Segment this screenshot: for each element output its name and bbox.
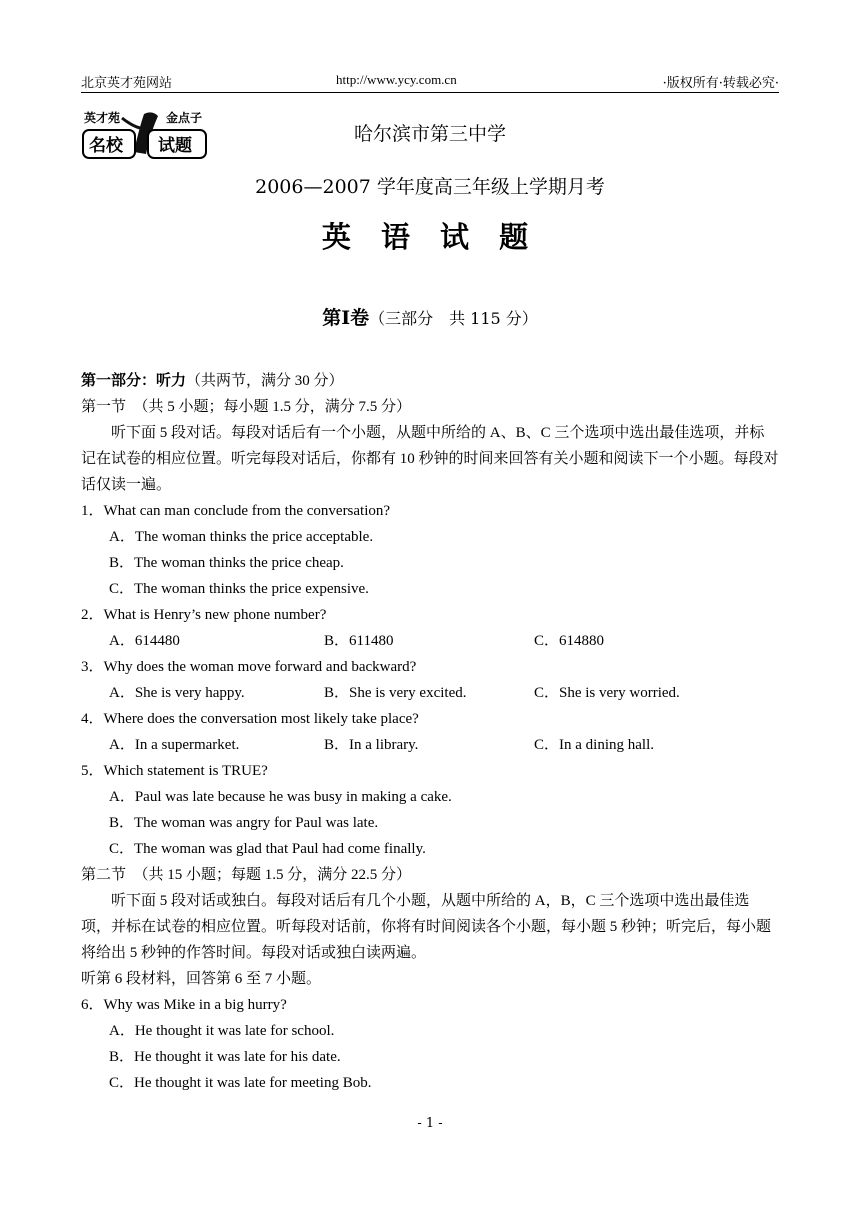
header-url[interactable]: http://www.ycy.com.cn bbox=[336, 72, 457, 87]
question-option: B．The woman thinks the price cheap. bbox=[109, 555, 344, 571]
exam-title: 英 语 试 题 bbox=[321, 220, 539, 254]
volume-heading bbox=[0, 303, 860, 330]
part1-heading bbox=[81, 368, 779, 394]
part1-note: （共两节，满分 30 分） bbox=[186, 373, 344, 389]
question-options-row bbox=[81, 680, 779, 706]
section2-material: 听第 6 段材料，回答第 6 至 7 小题。 bbox=[81, 971, 322, 987]
part1-title: 第一部分：听力 bbox=[81, 373, 187, 389]
volume-name: 第Ⅰ卷 bbox=[322, 307, 370, 329]
question-option: C．The woman was glad that Paul had come finally. bbox=[109, 841, 426, 857]
question-stem: 6．Why was Mike in a big hurry? bbox=[81, 997, 287, 1013]
header-site-name: 北京英才苑网站 bbox=[81, 76, 173, 91]
question-option: A．She is very happy. bbox=[109, 685, 245, 701]
question-option: A．He thought it was late for school. bbox=[109, 1023, 335, 1039]
question-stem: 1．What can man conclude from the conversation? bbox=[81, 503, 391, 519]
question-option: B．He thought it was late for his date. bbox=[109, 1049, 341, 1065]
section2-title: 第二节 （共 15 小题；每题 1.5 分，满分 22.5 分） bbox=[81, 867, 412, 883]
logo-text-bottom-right: 试题 bbox=[158, 136, 192, 156]
section2-directions: 听下面 5 段对话或独白。每段对话后有几个小题，从题中所给的 A，B，C 三个选项中选出最佳选项，并标在试卷的相应位置。听每段对话前，你将有时间阅读各个小题，每小题 5 秒钟；听完后，每小题将给出 5 秒钟的作答时间。每段对话或独白读两遍。 bbox=[81, 893, 772, 961]
logo-text-top-right: 金点子 bbox=[166, 111, 203, 125]
question-option: B．611480 bbox=[324, 633, 394, 649]
logo-text-bottom-left: 名校 bbox=[89, 136, 123, 156]
question-options-row bbox=[81, 732, 779, 758]
question-option: B．In a library. bbox=[324, 737, 419, 753]
question-stem: 5．Which statement is TRUE? bbox=[81, 763, 268, 779]
question-option: C．In a dining hall. bbox=[534, 737, 654, 753]
question-option: C．He thought it was late for meeting Bob. bbox=[109, 1075, 372, 1091]
section1-directions: 听下面 5 段对话。每段对话后有一个小题，从题中所给的 A、B、C 三个选项中选出最佳选项，并标记在试卷的相应位置。听完每段对话后，你都有 10 秒钟的时间来回答有关小题和阅读下一个小题。每段对话仅读一遍。 bbox=[81, 425, 779, 493]
question-option: B．She is very excited. bbox=[324, 685, 467, 701]
section1-title: 第一节 （共 5 小题；每小题 1.5 分，满分 7.5 分） bbox=[81, 399, 412, 415]
question-stem: 4．Where does the conversation most likely take place? bbox=[81, 711, 419, 727]
exam-body bbox=[81, 368, 779, 1096]
exam-term: 2006—2007 学年度高三年级上学期月考 bbox=[255, 176, 605, 198]
header-divider bbox=[81, 92, 779, 93]
question-stem: 2．What is Henry’s new phone number? bbox=[81, 607, 327, 623]
logo-text-top-left: 英才苑 bbox=[84, 111, 121, 125]
question-option: A．The woman thinks the price acceptable. bbox=[109, 529, 374, 545]
question-option: C．She is very worried. bbox=[534, 685, 680, 701]
header-copyright: ·版权所有·转载必究· bbox=[662, 76, 779, 91]
question-option: A．614480 bbox=[109, 633, 180, 649]
question-option: B．The woman was angry for Paul was late. bbox=[109, 815, 379, 831]
page-header bbox=[81, 72, 779, 92]
question-option: C．614880 bbox=[534, 633, 605, 649]
question-option: A．Paul was late because he was busy in making a cake. bbox=[109, 789, 452, 805]
question-options-row bbox=[81, 628, 779, 654]
question-stem: 3．Why does the woman move forward and backward? bbox=[81, 659, 417, 675]
school-name: 哈尔滨市第三中学 bbox=[353, 123, 506, 145]
question-option: A．In a supermarket. bbox=[109, 737, 240, 753]
volume-note: （三部分 共 115 分） bbox=[369, 309, 538, 328]
page-number: - 1 - bbox=[417, 1116, 443, 1131]
question-option: C．The woman thinks the price expensive. bbox=[109, 581, 369, 597]
